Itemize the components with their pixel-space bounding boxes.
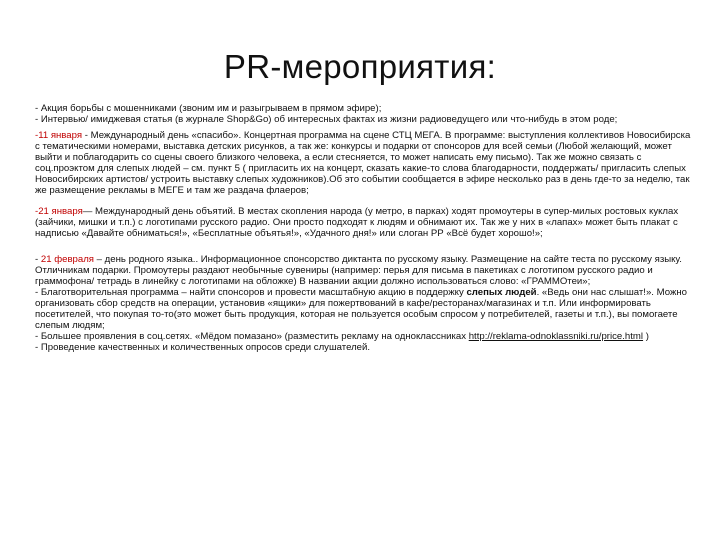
paragraph-social-media [35, 331, 695, 342]
thanks-day-text: - Международный день «спасибо». Концертная программа на сцене СТЦ МЕГА. В программе: выступления коллективов Новосибирска с тематическими номерами, выставка детских рисунков, а так же: конкурсы и подарки от спонсоров для всей семьи (Любой желающий, может выйти и поблагодарить со сцены своего близкого человека, а если стесняется, то может написать ему письмо). Так же можно связать с соц.проэктом для слепых людей – см. пункт 5 ( пригласить их на концерт, сказать какие-то слова благодарности, поддержать/ пригласить слепых Новосибирских артистов/ устроить выставку слепых художников).Об это событии сообщается в эфире несколько раз в день где-то за неделю, так же размещение рекламы в МЕГЕ и там же раздача флаеров; [35, 130, 691, 196]
paragraph-native-language-day [35, 254, 695, 287]
paragraph-surveys: - Проведение качественных и количественных опросов среди слушателей. [35, 342, 371, 353]
paragraph-hug-day [35, 206, 695, 239]
paragraph-fraud-campaign: - Акция борьбы с мошенниками (звоним им и разыгрываем в прямом эфире); [35, 103, 382, 114]
dash: - [35, 254, 41, 265]
charity-text-before: - Благотворительная программа – найти спонсоров и провести масштабную акцию в поддержку [35, 287, 467, 298]
date-jan-21: -21 января [35, 206, 83, 217]
content-body [35, 103, 695, 353]
spacer [35, 196, 695, 206]
charity-text-after: . «Ведь они нас слышат!». Можно организовать сбор средств на операции, установив «ящики» для пожертвований в кафе/ресторанах/магазинах и т.п. Или информировать посетителей, что покупая то-то(это может быть продукция, которая не пользуется особым спросом у потребителей, газеты и т.п.), вы помогаете слепым людям; [35, 287, 688, 331]
social-media-text: - Большее проявления в соц.сетях. «Мёдом помазано» (разместить рекламу на одноклассниках [35, 331, 469, 342]
reklama-link[interactable]: http://reklama-odnoklassniki.ru/price.html [468, 331, 644, 342]
charity-bold-blind-people: слепых людей [466, 287, 537, 298]
date-jan-11: -11 января [35, 130, 83, 141]
date-feb-21: 21 февраля [40, 254, 95, 265]
social-media-after: ) [643, 331, 649, 342]
paragraph-interview: - Интервью/ имиджевая статья (в журнале Shop&Go) об интересных фактах из жизни радиоведущего или что-нибудь в этом роде; [35, 114, 618, 125]
paragraph-thanks-day [35, 130, 695, 196]
hug-day-text: — Международный день объятий. В местах скопления народа (у метро, в парках) ходят промоутеры в супер-милых ростовых куклах (зайчики, мишки и т.п.) с логотипами русского радио. Они просто подходят к людям и обнимают их. Так же у них в «лапах» может быть плакат с надписью «Давайте обниматься!», «Бесплатные объятья!», «Удачного дня!» или слоган РР «Всё будет хорошо!»; [35, 206, 679, 239]
native-language-text: – день родного языка.. Информационное спонсорство диктанта по русскому языку. Размещение на сайте теста по русскому языку. Отличникам подарки. Промоутеры раздают необычные сувениры (например: перья для письма в пакетиках с логотипом русского радио и граммофона/ тетрадь в линейку с логотипами на обложке) В названии акции должно использоваться слово: «ГРАММОтеи»; [35, 254, 682, 287]
spacer [35, 239, 695, 254]
paragraph-charity [35, 287, 695, 331]
page-title: PR-мероприятия: [223, 48, 497, 85]
